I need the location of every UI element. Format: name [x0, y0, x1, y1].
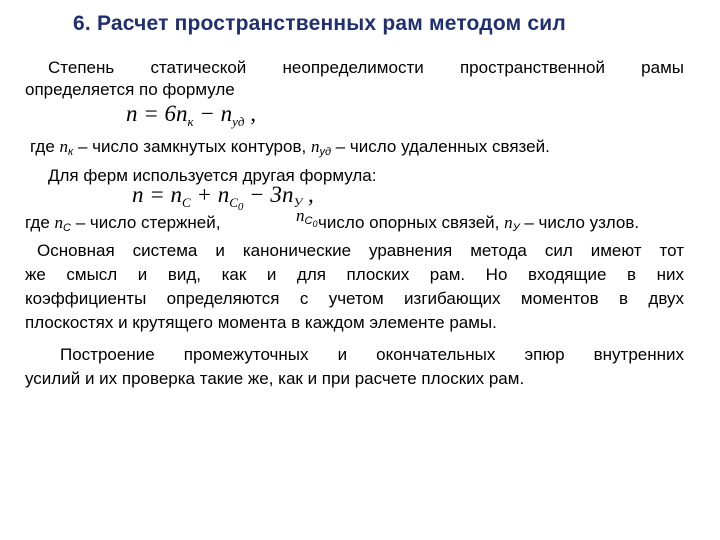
paragraph-3: Для ферм используется другая формула:	[48, 166, 377, 185]
paragraph-4-var-nc0: n	[296, 206, 305, 225]
paragraph-5-body	[25, 264, 684, 336]
paragraph-2-where: где	[30, 137, 55, 156]
formula-2-plus: +	[190, 182, 218, 207]
paragraph-1-line-2: определяется по формуле	[25, 80, 235, 99]
paragraph-4-var-ny: n	[504, 213, 513, 232]
paragraph-4-rest	[318, 212, 639, 239]
paragraph-2-text-2: – число удаленных связей.	[331, 137, 550, 156]
formula-1-eq: = 6	[137, 101, 177, 126]
paragraph-2-var-nk: n	[59, 137, 69, 156]
formula-1-comma: ,	[244, 101, 256, 126]
formula-2-sub1: C	[182, 195, 191, 210]
paragraph-1-line-1: Степень статической неопределимости пространственной рамы	[48, 58, 684, 77]
formula-1-n1: n	[176, 101, 188, 126]
formula-2-n2: n	[217, 182, 230, 207]
paragraph-1	[48, 57, 684, 81]
formula-2-minus: − 3	[243, 182, 282, 207]
formula-2-sub3: У	[293, 195, 303, 210]
formula-1-n2: n	[220, 101, 233, 126]
formula-truss	[132, 182, 314, 213]
formula-1-minus: −	[193, 101, 221, 126]
paragraph-6-line-1: Построение промежуточных и окончательных эпюр внутренних	[60, 345, 684, 364]
paragraph-4-support-var	[296, 205, 317, 235]
paragraph-4-text-3: – число узлов.	[519, 213, 640, 232]
paragraph-5-line-4: плоскостях и крутящего момента в каждом элементе рамы.	[25, 313, 497, 332]
paragraph-4-text-1: – число стержней,	[71, 213, 221, 232]
formula-2-eq: =	[143, 182, 171, 207]
formula-2-sub2b: 0	[237, 201, 244, 213]
formula-2-n3: n	[281, 182, 294, 207]
paragraph-2-var-nud-sub: уд	[319, 146, 332, 158]
formula-1-sub1: к	[187, 114, 194, 129]
formula-1-lhs: n	[126, 101, 138, 126]
formula-2-n1: n	[170, 182, 183, 207]
slide-title: 6. Расчет пространственных рам методом сил	[73, 12, 566, 35]
paragraph-4-var-nc0-sub: C	[304, 215, 313, 227]
paragraph-2-var-nk-sub: к	[68, 146, 74, 158]
paragraph-5-line-1-wrap	[37, 240, 684, 264]
paragraph-4-where: где	[25, 213, 55, 232]
paragraph-4-text-2: число опорных связей,	[318, 213, 505, 232]
formula-2-comma: ,	[302, 182, 314, 207]
paragraph-4-var-nc: n	[54, 213, 64, 232]
paragraph-6-line-1-wrap	[60, 344, 684, 368]
formula-2-lhs: n	[132, 182, 144, 207]
paragraph-4-var-ny-sub: У	[512, 222, 520, 234]
paragraph-4	[25, 212, 220, 239]
paragraph-2-text-1: – число замкнутых контуров,	[73, 137, 311, 156]
formula-1-sub2: уд	[232, 114, 245, 129]
paragraph-2	[30, 136, 550, 163]
paragraph-6-line-2: усилий и их проверка такие же, как и при расчете плоских рам.	[25, 369, 525, 388]
paragraph-4-var-nc0-sub2: 0	[312, 219, 318, 229]
paragraph-5-line-3: коэффициенты определяются с учетом изгибающих моментов в двух	[25, 289, 684, 308]
paragraph-2-var-nud: n	[310, 137, 320, 156]
formula-degree-frame	[126, 101, 256, 130]
paragraph-4-var-nc-sub: C	[63, 222, 71, 234]
formula-2-sub2: C	[229, 195, 238, 210]
paragraph-5-line-2: же смысл и вид, как и для плоских рам. Но входящие в них	[25, 265, 684, 284]
paragraph-5-line-1: Основная система и канонические уравнения метода сил имеют тот	[37, 241, 684, 260]
